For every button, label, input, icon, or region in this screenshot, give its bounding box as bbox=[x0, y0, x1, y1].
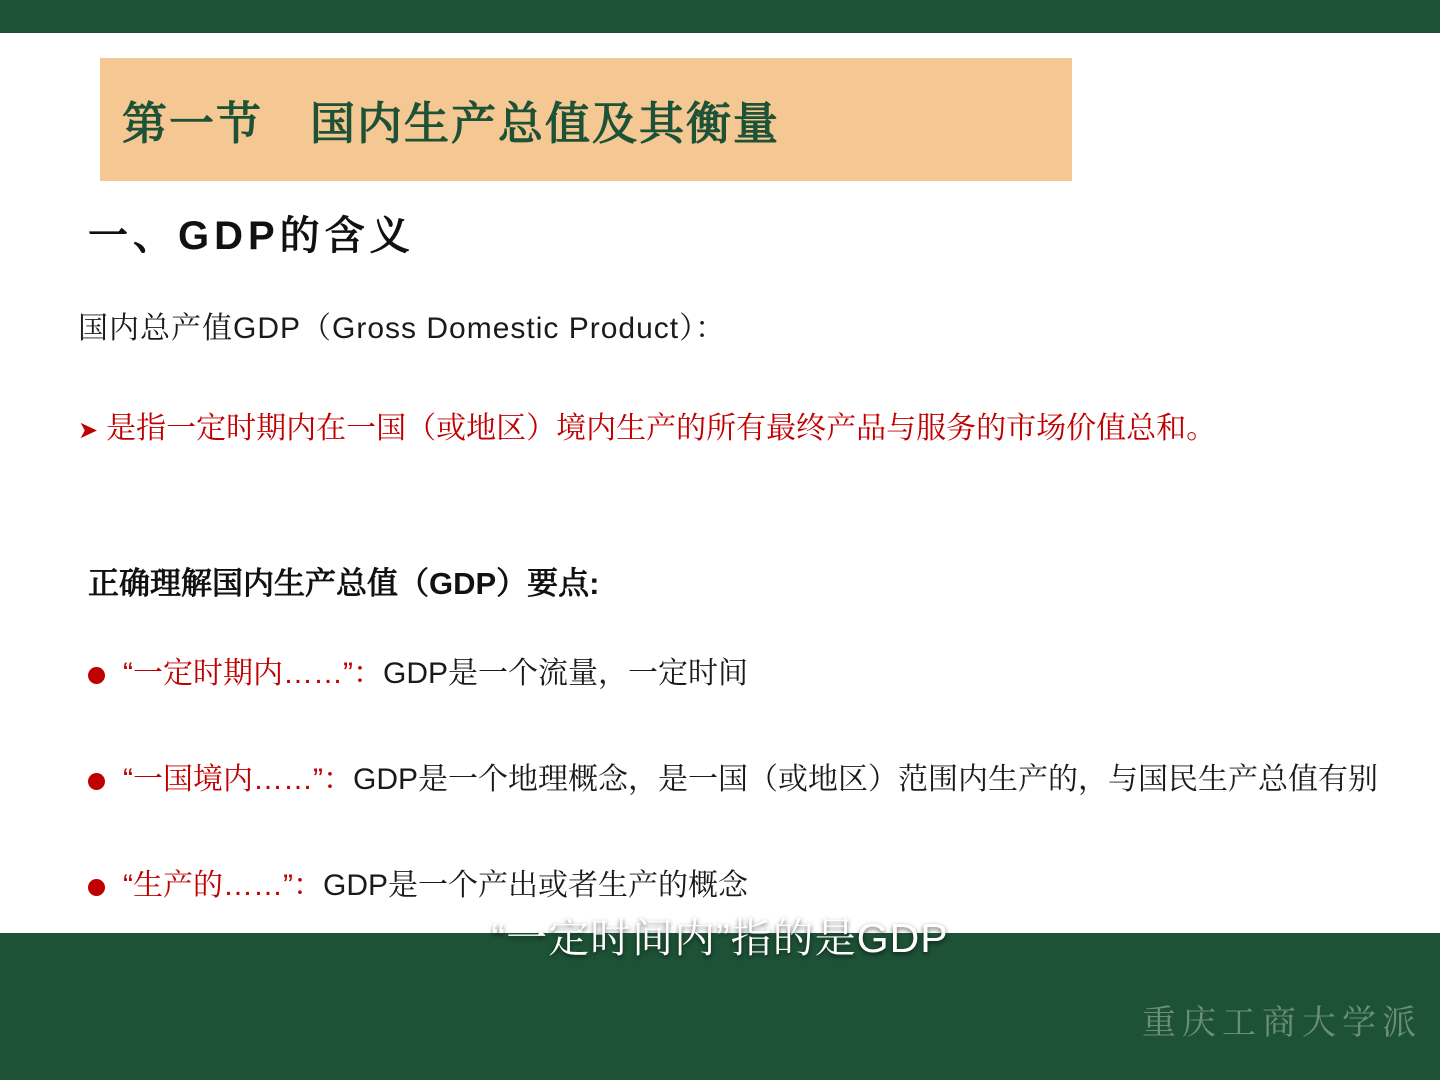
list-item-text bbox=[123, 741, 1378, 819]
arrow-bullet-icon: ➤ bbox=[78, 417, 99, 444]
video-caption: “一定时间内”指的是GDP bbox=[491, 915, 949, 961]
slide-title-band bbox=[100, 58, 1072, 181]
list-item bbox=[88, 741, 1388, 819]
page-title: 第一节 国内生产总值及其衡量 bbox=[122, 98, 781, 149]
list-item-rest: GDP是一个地理概念，是一国（或地区）范围内生产的，与国民生产总值有别 bbox=[352, 763, 1378, 796]
bullet-dot-icon bbox=[88, 773, 105, 790]
section-heading: 一、GDP的含义 bbox=[88, 214, 415, 258]
list-item-rest: GDP是一个流量，一定时间 bbox=[382, 657, 748, 690]
list-item-highlight: “生产的……”： bbox=[123, 869, 323, 902]
list-item-text bbox=[123, 635, 748, 713]
definition-paragraph-text: 是指一定时期内在一国（或地区）境内生产的所有最终产品与服务的市场价值总和。 bbox=[106, 412, 1217, 445]
watermark-text: 重庆工商大学派 bbox=[1142, 1005, 1422, 1042]
definition-paragraph bbox=[78, 390, 1368, 470]
definition-line: 国内总产值GDP（Gross Domestic Product）： bbox=[78, 312, 727, 345]
list-item-highlight: “一国境内……”： bbox=[123, 763, 353, 796]
key-points-title: 正确理解国内生产总值（GDP）要点: bbox=[88, 566, 600, 601]
list-item-highlight: “一定时期内……”： bbox=[123, 657, 383, 690]
bullet-dot-icon bbox=[88, 879, 105, 896]
list-item-rest: GDP是一个产出或者生产的概念 bbox=[322, 869, 748, 902]
bullet-dot-icon bbox=[88, 667, 105, 684]
list-item bbox=[88, 635, 1388, 713]
